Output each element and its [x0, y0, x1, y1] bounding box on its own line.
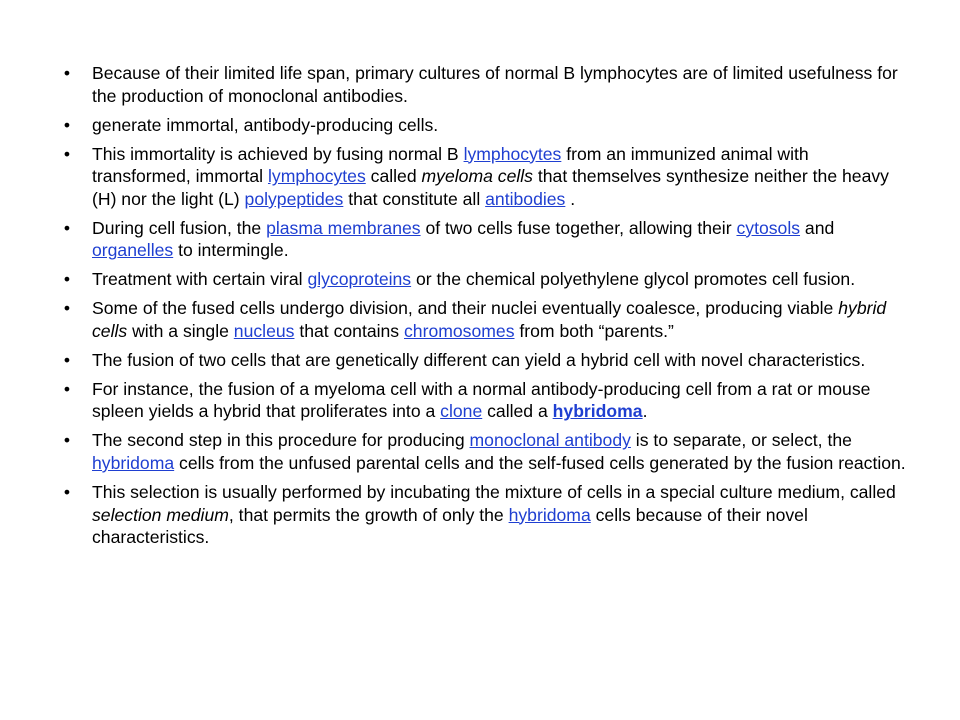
glossary-link[interactable]: clone — [440, 401, 483, 422]
bullet-dot-icon: • — [63, 143, 71, 164]
bullet-list — [63, 62, 912, 555]
bullet-text: from an immunized animal with transformed, immortal — [92, 143, 809, 187]
bullet-text: The fusion of two cells that are genetically different can yield a hybrid cell with novel characteristics. — [92, 349, 866, 370]
bullet-text: This immortality is achieved by fusing normal B — [92, 143, 464, 164]
bullet-dot-icon: • — [63, 63, 71, 83]
bullet-item — [63, 62, 912, 107]
bullet-text: , that permits the growth of only the — [228, 504, 509, 525]
bullet-item — [63, 481, 912, 549]
bullet-text: from both “parents.” — [514, 320, 674, 341]
bullet-text: For instance, the fusion of a myeloma cell with a normal antibody-producing cell from a rat or mouse spleen yields a hybrid that proliferates into a — [92, 378, 871, 422]
bullet-item — [63, 114, 912, 137]
glossary-link[interactable]: monoclonal antibody — [469, 430, 631, 451]
bullet-text: of two cells fuse together, allowing their — [420, 217, 737, 238]
glossary-link[interactable]: nucleus — [233, 320, 295, 341]
bullet-text: Some of the fused cells undergo division, and their nuclei eventually coalesce, producing viable — [92, 298, 839, 319]
bullet-dot-icon: • — [63, 349, 71, 370]
bullet-item — [63, 297, 912, 342]
bullet-dot-icon: • — [63, 430, 71, 451]
bullet-text: called — [365, 166, 422, 187]
bullet-text: to intermingle. — [173, 240, 289, 261]
bullet-dot-icon: • — [63, 378, 71, 399]
glossary-link[interactable]: hybridoma — [508, 504, 591, 525]
glossary-link[interactable]: lymphocytes — [463, 143, 562, 164]
bullet-text: This selection is usually performed by incubating the mixture of cells in a special culture medium, called — [92, 482, 896, 503]
bullet-text: Treatment with certain viral — [92, 269, 308, 290]
glossary-link[interactable]: plasma membranes — [266, 217, 421, 238]
glossary-link[interactable]: hybridoma — [552, 401, 643, 422]
bullet-text: . — [565, 188, 576, 209]
emphasized-term: hybrid cells — [92, 298, 887, 341]
glossary-link[interactable]: cytosols — [736, 217, 801, 238]
bullet-text: that contains — [294, 320, 404, 341]
bullet-dot-icon: • — [63, 269, 71, 290]
glossary-link[interactable]: polypeptides — [244, 188, 344, 209]
bullet-text: with a single — [127, 320, 234, 341]
bullet-text: that themselves synthesize neither the heavy (H) nor the light (L) — [92, 166, 889, 209]
bullet-dot-icon: • — [63, 114, 71, 135]
bullet-dot-icon: • — [63, 298, 71, 319]
bullet-text: cells from the unfused parental cells and the self-fused cells generated by the fusion reaction. — [174, 453, 906, 474]
glossary-link[interactable]: organelles — [92, 240, 174, 261]
bullet-item — [63, 429, 912, 474]
bullet-text: generate immortal, antibody-producing cells. — [92, 114, 439, 135]
bullet-dot-icon: • — [63, 217, 71, 238]
bullet-text: During cell fusion, the — [92, 217, 267, 238]
emphasized-term: selection medium — [92, 504, 229, 525]
bullet-item — [63, 349, 912, 372]
emphasized-term: myeloma cells — [421, 166, 533, 187]
glossary-link[interactable]: glycoproteins — [307, 269, 412, 290]
bullet-text: . — [642, 401, 648, 422]
bullet-text: cells because of their novel characteristics. — [92, 504, 808, 548]
bullet-text: The second step in this procedure for producing — [92, 430, 470, 451]
bullet-text: is to separate, or select, the — [630, 430, 852, 451]
bullet-text: or the chemical polyethylene glycol promotes cell fusion. — [411, 269, 856, 290]
bullet-text: Because of their limited life span, primary cultures of normal B lymphocytes are of limited usefulness for the production of monoclonal antibodies. — [92, 63, 898, 106]
bullet-item — [63, 217, 912, 262]
bullet-item — [63, 143, 912, 211]
bullet-item — [63, 378, 912, 423]
glossary-link[interactable]: antibodies — [485, 188, 566, 209]
bullet-text: called a — [482, 401, 553, 422]
glossary-link[interactable]: chromosomes — [404, 320, 515, 341]
bullet-dot-icon: • — [63, 482, 71, 503]
glossary-link[interactable]: hybridoma — [92, 453, 175, 474]
bullet-item — [63, 268, 912, 291]
glossary-link[interactable]: lymphocytes — [267, 166, 366, 187]
bullet-text: that constitute all — [343, 188, 486, 209]
bullet-text: and — [800, 217, 835, 238]
